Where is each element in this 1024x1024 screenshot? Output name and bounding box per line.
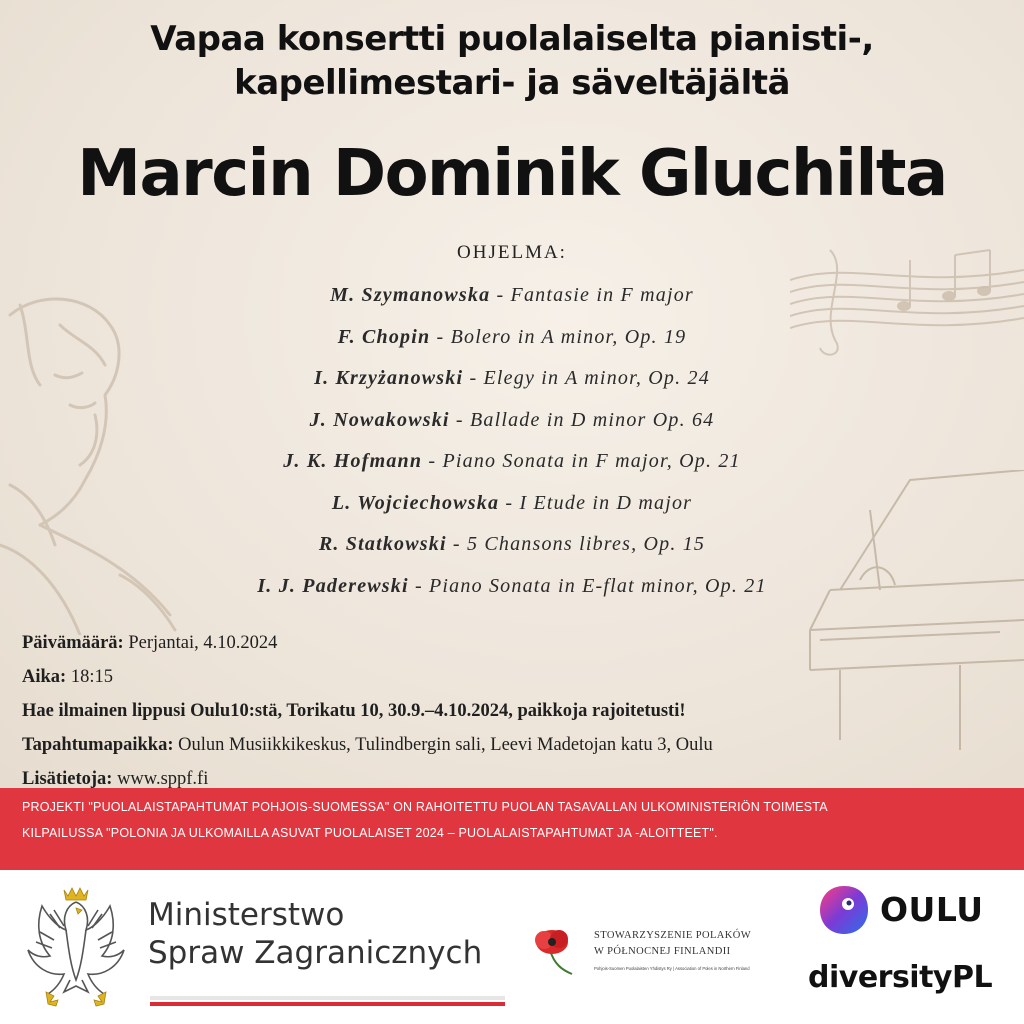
diversitypl-logo-text: diversityPL: [808, 960, 993, 995]
headline-line-2: kapellimestari- ja säveltäjältä: [234, 63, 790, 103]
venue-value: Oulun Musiikkikeskus, Tulindbergin sali, Leevi Madetojan katu 3, Oulu: [173, 735, 713, 755]
program-item: [0, 280, 1024, 322]
oulu-logo-icon: [818, 884, 870, 936]
program-composer: F. Chopin: [337, 325, 431, 348]
oulu-logo-text: OULU: [880, 890, 984, 929]
program-item: [0, 405, 1024, 447]
association-line-1: STOWARZYSZENIE POLAKÓW: [594, 930, 752, 941]
association-logo-text: [594, 928, 751, 960]
program-item: [0, 322, 1024, 364]
date-row: [22, 628, 713, 662]
association-subtitle: Pohjois-Suomen Puolalaisten Yhdistys Ry | Association of Poles in Northern Finland: [594, 966, 750, 971]
venue-row: [22, 730, 713, 764]
event-details: [22, 628, 713, 788]
venue-label: Tapahtumapaikka:: [22, 735, 174, 755]
program-composer: R. Statkowski: [318, 533, 447, 555]
program-work: - 5 Chansons libres, Op. 15: [446, 533, 706, 555]
funding-text-line-1: PROJEKTI "PUOLALAISTAPAHTUMAT POHJOIS-SUOMESSA" ON RAHOITETTU PUOLAN TASAVALLAN ULKOMINISTERIÖN TOIMESTA: [22, 800, 828, 814]
program-work: - Elegy in A minor, Op. 24: [463, 367, 710, 389]
headline-line-1: Vapaa konsertti puolalaiselta pianisti-,: [150, 19, 874, 59]
program-composer: I. J. Paderewski: [257, 574, 409, 597]
program-work: - Piano Sonata in E-flat minor, Op. 21: [408, 574, 767, 597]
funding-banner: [0, 788, 1024, 870]
program-composer: J. K. Hofmann: [283, 450, 423, 472]
program-item: [0, 529, 1024, 571]
ministry-logo-text: [148, 896, 482, 972]
flag-stripe-white: [150, 996, 505, 1000]
time-label: Aika:: [22, 667, 67, 687]
program-item: [0, 571, 1024, 613]
program-item: [0, 488, 1024, 530]
polish-eagle-emblem-icon: [20, 884, 132, 1008]
program-list: [0, 280, 1024, 612]
program-composer: I. Krzyżanowski: [314, 367, 464, 389]
program-composer: J. Nowakowski: [309, 408, 450, 431]
funding-text-line-2: KILPAILUSSA "POLONIA JA ULKOMAILLA ASUVAT PUOLALAISET 2024 – PUOLALAISTAPAHTUMAT JA -ALOITTEET".: [22, 826, 718, 840]
time-value: 18:15: [66, 667, 113, 687]
date-value: Perjantai, 4.10.2024: [123, 633, 278, 653]
performer-name: Marcin Dominik Gluchilta: [77, 137, 947, 211]
program-work: - Ballade in D minor Op. 64: [449, 408, 715, 431]
program-work: - Bolero in A minor, Op. 19: [430, 325, 687, 348]
program-composer: M. Szymanowska: [330, 284, 491, 306]
time-row: [22, 662, 713, 696]
sponsor-footer: [0, 870, 1024, 1024]
program-composer: L. Wojciechowska: [331, 491, 500, 514]
poppy-flower-icon: [532, 926, 584, 976]
ministry-line-2: Spraw Zagranicznych: [148, 935, 483, 971]
date-label: Päivämäärä:: [22, 633, 124, 653]
tickets-info: Hae ilmainen lippusi Oulu10:stä, Torikatu 10, 30.9.–4.10.2024, paikkoja rajoitetusti!: [22, 701, 686, 721]
program-work: - Fantasie in F major: [490, 284, 694, 306]
more-info-label: Lisätietoja:: [22, 769, 113, 788]
flag-stripe-red: [150, 1002, 505, 1006]
more-info-row: [22, 764, 713, 788]
program-item: [0, 446, 1024, 488]
program-title: OHJELMA:: [457, 242, 567, 263]
ministry-line-1: Ministerstwo: [148, 897, 345, 933]
website-link[interactable]: www.sppf.fi: [112, 769, 209, 788]
program-work: - I Etude in D major: [499, 491, 693, 514]
association-line-2: W PÓŁNOCNEJ FINLANDII: [594, 946, 731, 957]
program-item: [0, 363, 1024, 405]
program-work: - Piano Sonata in F major, Op. 21: [422, 450, 741, 472]
